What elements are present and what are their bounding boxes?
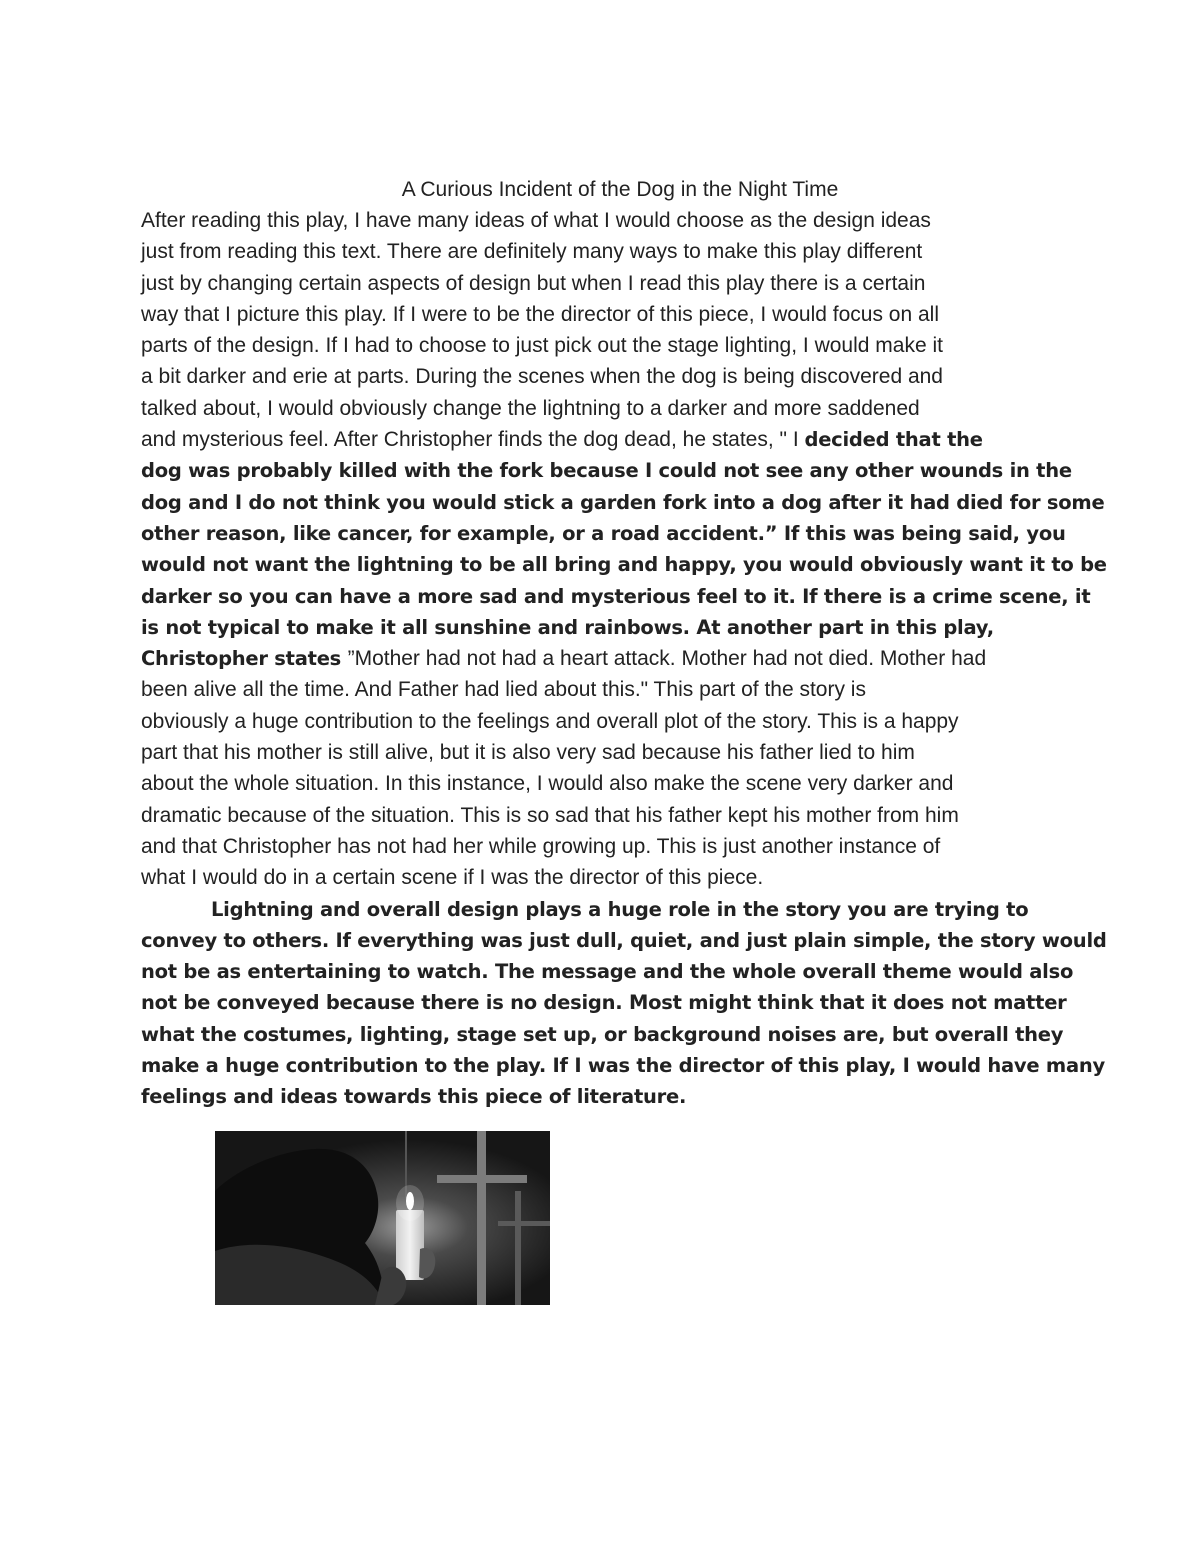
bold-text-run: dog and I do not think you would stick a garden fork into a dog after it had died for some [141,490,1105,514]
document-body [141,205,1107,1113]
bold-text-run: would not want the lightning to be all bring and happy, you would obviously want it to be [141,553,1107,577]
text-run: just by changing certain aspects of design but when I read this play there is a certain [141,271,926,295]
text-run: dramatic because of the situation. This is so sad that his father kept his mother from him [141,803,959,827]
paragraph-1-line [141,393,1071,424]
candle-photo-image [215,1131,550,1305]
bold-text-run: other reason, like cancer, for example, or a road accident.” If this was being said, you [141,521,1066,545]
paragraph-1-line [141,487,1105,518]
text-run: obviously a huge contribution to the feelings and overall plot of the story. This is a happy [141,709,959,733]
text-run: a bit darker and erie at parts. During the scenes when the dog is being discovered and [141,365,943,389]
bold-text-run: darker so you can have a more sad and mysterious feel to it. If there is a crime scene, it [141,584,1091,608]
paragraph-1 [141,205,1107,894]
paragraph-2-line: feelings and ideas towards this piece of literature. [141,1085,687,1109]
text-run: and that Christopher has not had her while growing up. This is just another instance of [141,834,941,858]
paragraph-2-line: not be conveyed because there is no design. Most might think that it does not matter [141,991,1067,1015]
paragraph-2-line: what the costumes, lighting, stage set up, or background noises are, but overall they [141,1022,1064,1046]
paragraph-1-line [141,424,1071,455]
text-run: After reading this play, I have many ideas of what I would choose as the design ideas [141,209,931,232]
paragraph-1-line [141,549,1107,580]
paragraph-1-line [141,299,1071,330]
paragraph-2-line: Lightning and overall design plays a huge role in the story you are trying to [211,897,1029,921]
bold-text-run: decided that the [804,428,983,452]
document-title: A Curious Incident of the Dog in the Night Time [401,178,839,201]
text-run: parts of the design. If I had to choose to just pick out the stage lighting, I would make it [141,334,943,358]
text-run: just from reading this text. There are definitely many ways to make this play different [141,240,923,264]
bold-text-run: is not typical to make it all sunshine and rainbows. At another part in this play, [141,615,994,639]
paragraph-1-line [141,518,1071,549]
paragraph-2-line: not be as entertaining to watch. The message and the whole overall theme would also [141,960,1074,984]
text-run: what I would do in a certain scene if I was the director of this piece. [141,866,764,890]
paragraph-1-line [141,236,1071,267]
paragraph-2 [141,894,1107,1113]
flame-glow [396,1185,424,1221]
text-run: and mysterious feel. After Christopher finds the dog dead, he states, " I [141,428,805,452]
text-run: talked about, I would obviously change the lightning to a darker and more saddened [141,396,920,420]
paragraph-2-line: convey to others. If everything was just dull, quiet, and just plain simple, the story would [141,928,1107,952]
paragraph-1-line [141,205,1071,236]
text-run: part that his mother is still alive, but it is also very sad because his father lied to him [141,741,915,765]
paragraph-1-line [141,268,1071,299]
text-run: ”Mother had not had a heart attack. Mother had not died. Mother had [347,647,987,671]
paragraph-1-line [141,674,1071,705]
candle-photo [215,1131,550,1305]
text-run: way that I picture this play. If I were to be the director of this piece, I would focus on all [141,302,940,326]
paragraph-1-line [141,737,1071,768]
bold-text-run: Christopher states [141,647,348,671]
paragraph-1-line [141,612,1071,643]
paragraph-1-line [141,455,1071,486]
text-run: about the whole situation. In this instance, I would also make the scene very darker and [141,772,954,796]
paragraph-1-line [141,862,1071,893]
paragraph-1-line [141,330,1071,361]
paragraph-2-line: make a huge contribution to the play. If I was the director of this play, I would have many [141,1054,1105,1078]
paragraph-1-line [141,768,1071,799]
paragraph-1-line [141,706,1071,737]
paragraph-1-line [141,643,1071,674]
paragraph-1-line [141,800,1071,831]
paragraph-1-line [141,581,1091,612]
bold-text-run: dog was probably killed with the fork because I could not see any other wounds in the [141,459,1072,483]
paragraph-1-line [141,831,1071,862]
text-run: been alive all the time. And Father had lied about this." This part of the story is [141,678,866,702]
paragraph-1-line [141,361,1071,392]
